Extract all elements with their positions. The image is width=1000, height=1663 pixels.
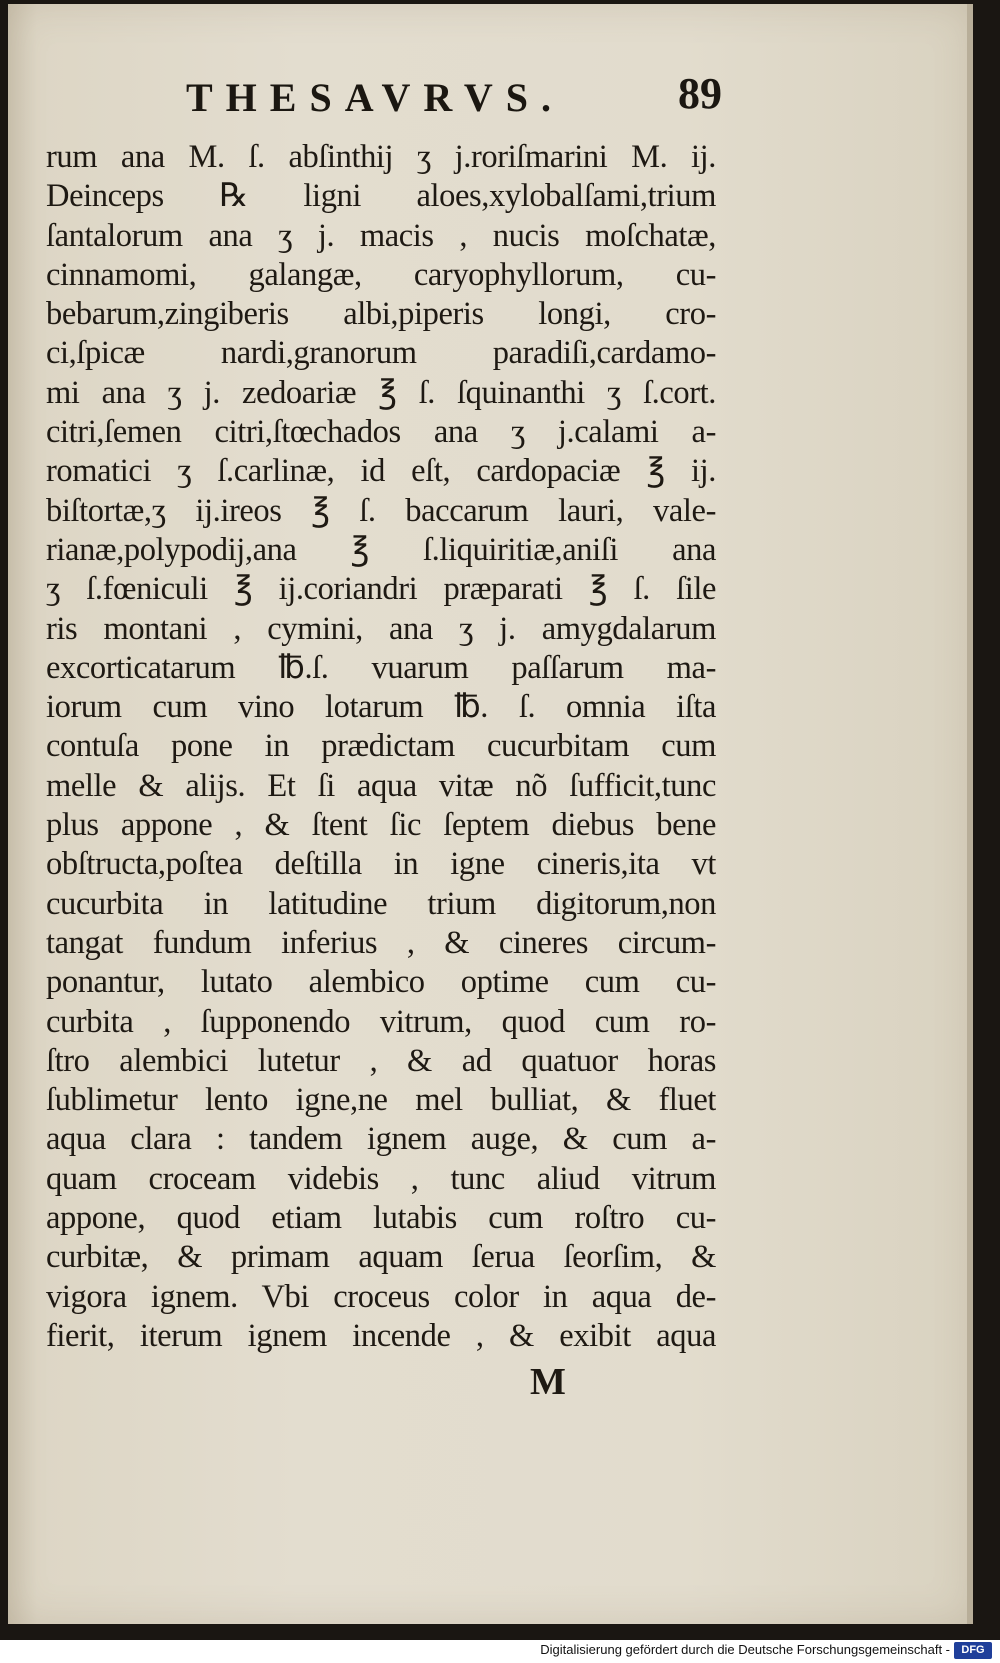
digitization-credit: Digitalisierung gefördert durch die Deutsche Forschungsgemeinschaft - bbox=[540, 1642, 950, 1657]
text-line: cucurbita in latitudine trium digitorum,non bbox=[46, 885, 716, 922]
text-line: rianæ,polypodij,ana ℥ ſ.liquiritiæ,aniſi ana bbox=[46, 531, 716, 568]
text-line: obſtructa,poſtea deſtilla in igne cineris,ita vt bbox=[46, 846, 716, 883]
text-line: iorum cum vino lotarum ℔. ſ. omnia iſta bbox=[46, 689, 716, 726]
text-line: quam croceam videbis , tunc aliud vitrum bbox=[46, 1160, 716, 1197]
running-head bbox=[8, 69, 973, 134]
text-line: Deinceps ℞ ligni aloes,xylobalſami,trium bbox=[46, 178, 716, 215]
body-text bbox=[46, 138, 716, 1356]
book-page bbox=[8, 4, 973, 1624]
text-line: contuſa pone in prædictam cucurbitam cum bbox=[46, 728, 716, 765]
text-line: appone, quod etiam lutabis cum roſtro cu- bbox=[46, 1200, 716, 1237]
text-line: mi ana ʒ j. zedoariæ ℥ ſ. ſquinanthi ʒ ſ.cort. bbox=[46, 374, 716, 411]
text-line: vigora ignem. Vbi croceus color in aqua de- bbox=[46, 1278, 716, 1315]
signature-mark: M bbox=[530, 1361, 566, 1403]
text-line: tangat fundum inferius , & cineres circum- bbox=[46, 924, 716, 961]
text-line: ſublimetur lento igne,ne mel bulliat, & fluet bbox=[46, 1082, 716, 1119]
running-head-title: THESAVRVS. bbox=[186, 75, 564, 120]
footer-bar bbox=[0, 1640, 1000, 1663]
text-line: ʒ ſ.fœniculi ℥ ij.coriandri præparati ℥ ſ. ſile bbox=[46, 571, 716, 608]
text-line: biſtortæ,ʒ ij.ireos ℥ ſ. baccarum lauri, vale- bbox=[46, 492, 716, 529]
page-edge bbox=[967, 4, 973, 1624]
text-line: ci,ſpicæ nardi,granorum paradiſi,cardamo- bbox=[46, 335, 716, 372]
text-line: curbita , ſupponendo vitrum, quod cum ro- bbox=[46, 1003, 716, 1040]
page-number: 89 bbox=[678, 69, 722, 118]
text-line: ſantalorum ana ʒ j. macis , nucis moſchatæ, bbox=[46, 217, 716, 254]
text-line: romatici ʒ ſ.carlinæ, id eſt, cardopaciæ ℥ ij. bbox=[46, 453, 716, 490]
text-line: citri,ſemen citri,ſtœchados ana ʒ j.calami a- bbox=[46, 414, 716, 451]
text-line: plus appone , & ſtent ſic ſeptem diebus bene bbox=[46, 807, 716, 844]
text-line: ris montani , cymini, ana ʒ j. amygdalarum bbox=[46, 610, 716, 647]
text-line: aqua clara : tandem ignem auge, & cum a- bbox=[46, 1121, 716, 1158]
text-line: melle & alijs. Et ſi aqua vitæ nõ ſufficit,tunc bbox=[46, 767, 716, 804]
text-line: rum ana M. ſ. abſinthij ʒ j.roriſmarini M. ij. bbox=[46, 139, 716, 175]
text-line: curbitæ, & primam aquam ſerua ſeorſim, & bbox=[46, 1239, 716, 1276]
text-line: bebarum,zingiberis albi,piperis longi, cro- bbox=[46, 296, 716, 333]
text-line: ſtro alembici lutetur , & ad quatuor horas bbox=[46, 1042, 716, 1079]
text-line: excorticatarum ℔.ſ. vuarum paſſarum ma- bbox=[46, 649, 716, 686]
text-line: ponantur, lutato alembico optime cum cu- bbox=[46, 964, 716, 1001]
text-line: cinnamomi, galangæ, caryophyllorum, cu- bbox=[46, 256, 716, 293]
dfg-logo-icon: DFG bbox=[954, 1642, 992, 1659]
text-line: fierit, iterum ignem incende , & exibit aqua bbox=[46, 1317, 716, 1354]
